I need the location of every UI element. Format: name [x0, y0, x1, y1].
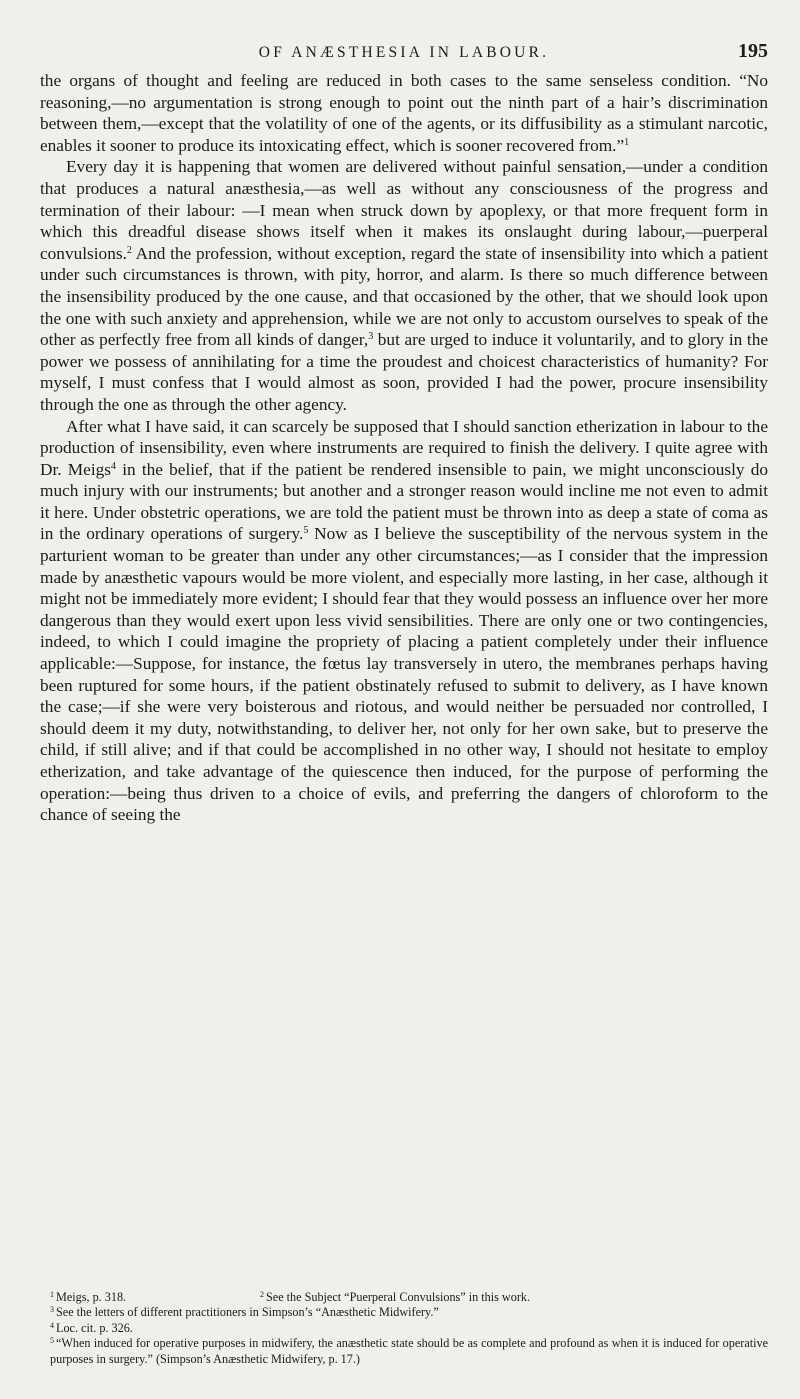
footnote-2 — [260, 1290, 530, 1305]
paragraph-2 — [40, 156, 768, 415]
paragraph-3-text-b: in the belief, that if the patient be rendered insensible to pain, we might unconsciously do much injury with our instruments; but another and a stronger reason would incline me not even to admit it here. Under obstetric operations, we are told the patient must be thrown into as deep a state of coma as in the ordinary operations of surgery. — [40, 459, 769, 544]
footnote-5 — [40, 1336, 768, 1367]
footnote-ref-2[interactable]: 2 — [126, 244, 132, 256]
footnote-3-text: See the letters of different practitioners in Simpson’s “Anæsthetic Midwifery.” — [56, 1305, 439, 1320]
body-text — [40, 70, 768, 826]
paragraph-2-text-b: And the profession, without exception, regard the state of insensibility into which a patient under such circumstances is thrown, with pity, horror, and alarm. Is there so much difference between the insensibility produced by the one cause, and that occasioned by the other, that we should look upon the one with such anxiety and apprehension, while we are not only to accustom ourselves to speak of the other as perfectly free from all kinds of danger, — [40, 243, 768, 350]
paragraph-continued — [40, 70, 768, 156]
page-number: 195 — [738, 40, 768, 62]
paragraph-2-text-a: Every day it is happening that women are delivered without painful sensation,—under a condition that produces a natural anæsthesia,—as well as without any consciousness of the progress and termination of their labour: —I mean when struck down by apoplexy, or that more frequent form in which this dreadful disease shows itself when it makes its onslaught during labour,—puerperal convulsions. — [40, 157, 768, 263]
paragraph-2-text-c: but are urged to induce it voluntarily, and to glory in the power we possess of annihilating for a time the proudest and choicest characteristics of humanity? For myself, I must confess that I would almost as soon, provided I had the power, procure insensibility through the one as through the other agency. — [40, 330, 769, 414]
paragraph-3 — [40, 416, 768, 826]
footnote-ref-3[interactable]: 3 — [368, 331, 374, 343]
footnote-ref-5[interactable]: 5 — [303, 525, 309, 537]
footnote-5-text: “When induced for operative purposes in midwifery, the anæsthetic state should be as complete and profound as when it is induced for operative purposes in surgery.” (Simpson’s Anæsthetic Midwifery, p. 17.) — [50, 1336, 768, 1366]
footnote-4 — [40, 1321, 768, 1336]
footnote-ref-4[interactable]: 4 — [111, 460, 117, 472]
paragraph-3-text-a: After what I have said, it can scarcely be supposed that I should sanction etherization in labour to the production of insensibility, even where instruments are required to finish the delivery. I quite agree with Dr. Meigs — [40, 416, 768, 479]
footnote-3 — [40, 1305, 768, 1320]
footnote-5-mark: 5 — [50, 1336, 54, 1346]
footnote-4-text: Loc. cit. p. 326. — [56, 1320, 133, 1335]
footnotes — [40, 1290, 768, 1367]
footnote-1-text: Meigs, p. 318. — [56, 1290, 127, 1304]
footnote-1-mark: 1 — [50, 1290, 54, 1299]
footnote-2-text: See the Subject “Puerperal Convulsions” in this work. — [266, 1290, 531, 1304]
running-head-title: OF ANÆSTHESIA IN LABOUR. — [258, 44, 550, 61]
running-head — [40, 40, 768, 66]
footnote-1 — [40, 1290, 260, 1305]
paragraph-3-text-c: Now as I believe the susceptibility of the nervous system in the parturient woman to be greater than under any other circumstances;—as I consider that the impression made by anæsthetic vapours would be more violent, and especially more lasting, in her case, although it might not be immediately more evident; I should fear that they would possess an influence over her more dangerous than they would exert upon less vivid sensibilities. There are only one or two contingencies, indeed, to which I could imagine the propriety of placing a patient completely under their influence applicable:—Suppose, for instance, the fœtus lay transversely in utero, the membranes perhaps having been ruptured for some hours, if the patient obstinately refused to submit to delivery, as I have known the case;—if she were very boisterous and riotous, and would neither be persuaded nor controlled, I should deem it my duty, notwithstanding, to deliver her, not only for her own sake, but to preserve the child, if still alive; and if that could be accomplished in no other way, I should not hesitate to employ etherization, and take advantage of the quiescence then induced, for the purpose of performing the operation:—being thus driven to a choice of evils, and preferring the dangers of chloroform to the chance of seeing the — [40, 524, 769, 825]
footnote-4-mark: 4 — [50, 1320, 54, 1330]
footnote-3-mark: 3 — [50, 1305, 54, 1315]
paragraph-1-text: the organs of thought and feeling are reduced in both cases to the same senseless condition. “No reasoning,—no argumentation is strong enough to point out the ninth part of a hair’s discrimination between them,—except that the volatility of one of the agents, or its diffusibility as a stimulant narcotic, enables it sooner to produce its intoxicating effect, which is sooner recovered from.” — [40, 71, 768, 155]
footnote-2-mark: 2 — [260, 1290, 264, 1299]
footnote-row — [40, 1290, 768, 1305]
footnote-ref-1[interactable]: 1 — [624, 136, 630, 148]
